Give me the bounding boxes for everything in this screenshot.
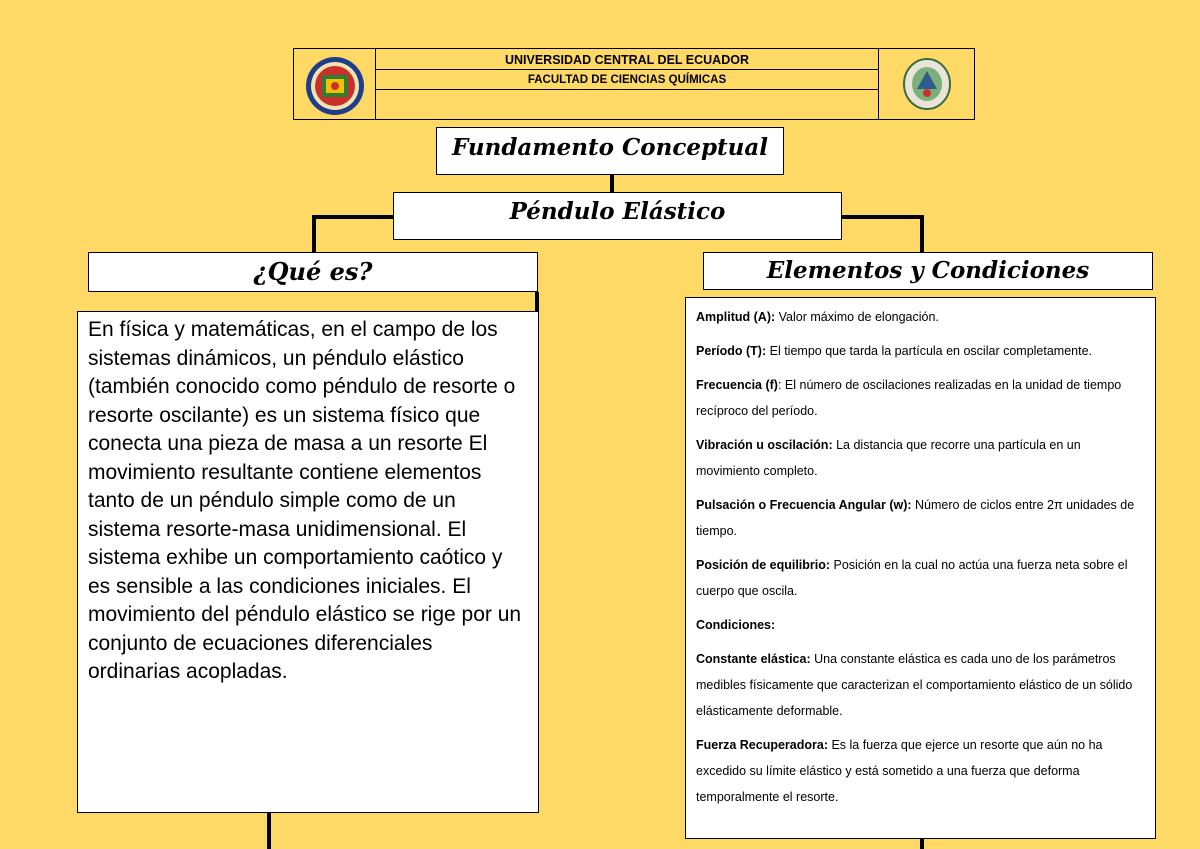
- connector-line: [267, 813, 271, 849]
- element-term: Período (T):: [696, 344, 767, 358]
- element-term: Vibración u oscilación:: [696, 438, 833, 452]
- element-desc: Posición en la cual no actúa una fuerza neta sobre el cuerpo que oscila.: [696, 558, 1128, 598]
- element-entry: [696, 432, 1145, 484]
- university-logo-cell: [294, 49, 376, 119]
- faculty-name: FACULTAD DE CIENCIAS QUÍMICAS: [376, 70, 878, 90]
- university-name: UNIVERSIDAD CENTRAL DEL ECUADOR: [376, 49, 878, 70]
- connector-line: [312, 215, 393, 219]
- element-entry: [696, 612, 1145, 638]
- element-entry: [696, 338, 1145, 364]
- element-desc: : El número de oscilaciones realizadas en la unidad de tiempo recíproco del período.: [696, 378, 1122, 418]
- element-desc: Número de ciclos entre 2π unidades de tiempo.: [696, 498, 1135, 538]
- element-term: Frecuencia (f): [696, 378, 778, 392]
- connector-line: [610, 175, 614, 193]
- element-desc: Es la fuerza que ejerce un resorte que aún no ha excedido su límite elástico y está sometido a una fuerza que deforma temporalmente el resorte.: [696, 738, 1103, 804]
- element-desc: Valor máximo de elongación.: [775, 310, 939, 324]
- element-desc: El tiempo que tarda la partícula en oscilar completamente.: [766, 344, 1093, 358]
- element-term: Pulsación o Frecuencia Angular (w):: [696, 498, 912, 512]
- element-desc: Una constante elástica es cada uno de los parámetros medibles físicamente que caracterizan el comportamiento elástico de un sólido elásticamente deformable.: [696, 652, 1133, 718]
- element-term: Constante elástica:: [696, 652, 811, 666]
- university-seal-icon: [294, 49, 376, 119]
- element-entry: [696, 732, 1145, 810]
- que-es-body: En física y matemáticas, en el campo de los sistemas dinámicos, un péndulo elástico (también conocido como péndulo de resorte o resorte oscilante) es un sistema físico que conecta una pieza de masa a un resorte El movimiento resultante contiene elementos tanto de un péndulo simple como de un sistema resorte-masa unidimensional. El sistema exhibe un comportamiento caótico y es sensible a las condiciones iniciales. El movimiento del péndulo elástico se rige por un conjunto de ecuaciones diferenciales ordinarias acopladas.: [77, 311, 539, 813]
- element-term: Posición de equilibrio:: [696, 558, 831, 572]
- faculty-logo-cell: [878, 49, 974, 119]
- title-que-es: ¿Qué es?: [88, 252, 538, 292]
- element-entry: [696, 372, 1145, 424]
- connector-line: [842, 215, 924, 219]
- element-entry: [696, 646, 1145, 724]
- faculty-seal-icon: [879, 49, 975, 119]
- header-banner: [293, 48, 975, 120]
- connector-line: [920, 839, 924, 849]
- conditions-heading: Condiciones:: [696, 618, 776, 632]
- element-term: Amplitud (A):: [696, 310, 776, 324]
- title-elementos: Elementos y Condiciones: [703, 252, 1153, 290]
- title-fundamento: Fundamento Conceptual: [436, 127, 784, 175]
- element-desc: La distancia que recorre una partícula en un movimiento completo.: [696, 438, 1081, 478]
- connector-line: [535, 292, 539, 311]
- element-term: Fuerza Recuperadora:: [696, 738, 828, 752]
- title-pendulo: Péndulo Elástico: [393, 192, 842, 240]
- connector-line: [920, 215, 924, 252]
- elementos-body: [685, 297, 1156, 839]
- element-entry: [696, 492, 1145, 544]
- connector-line: [312, 215, 316, 252]
- element-entry: [696, 304, 1145, 330]
- element-entry: [696, 552, 1145, 604]
